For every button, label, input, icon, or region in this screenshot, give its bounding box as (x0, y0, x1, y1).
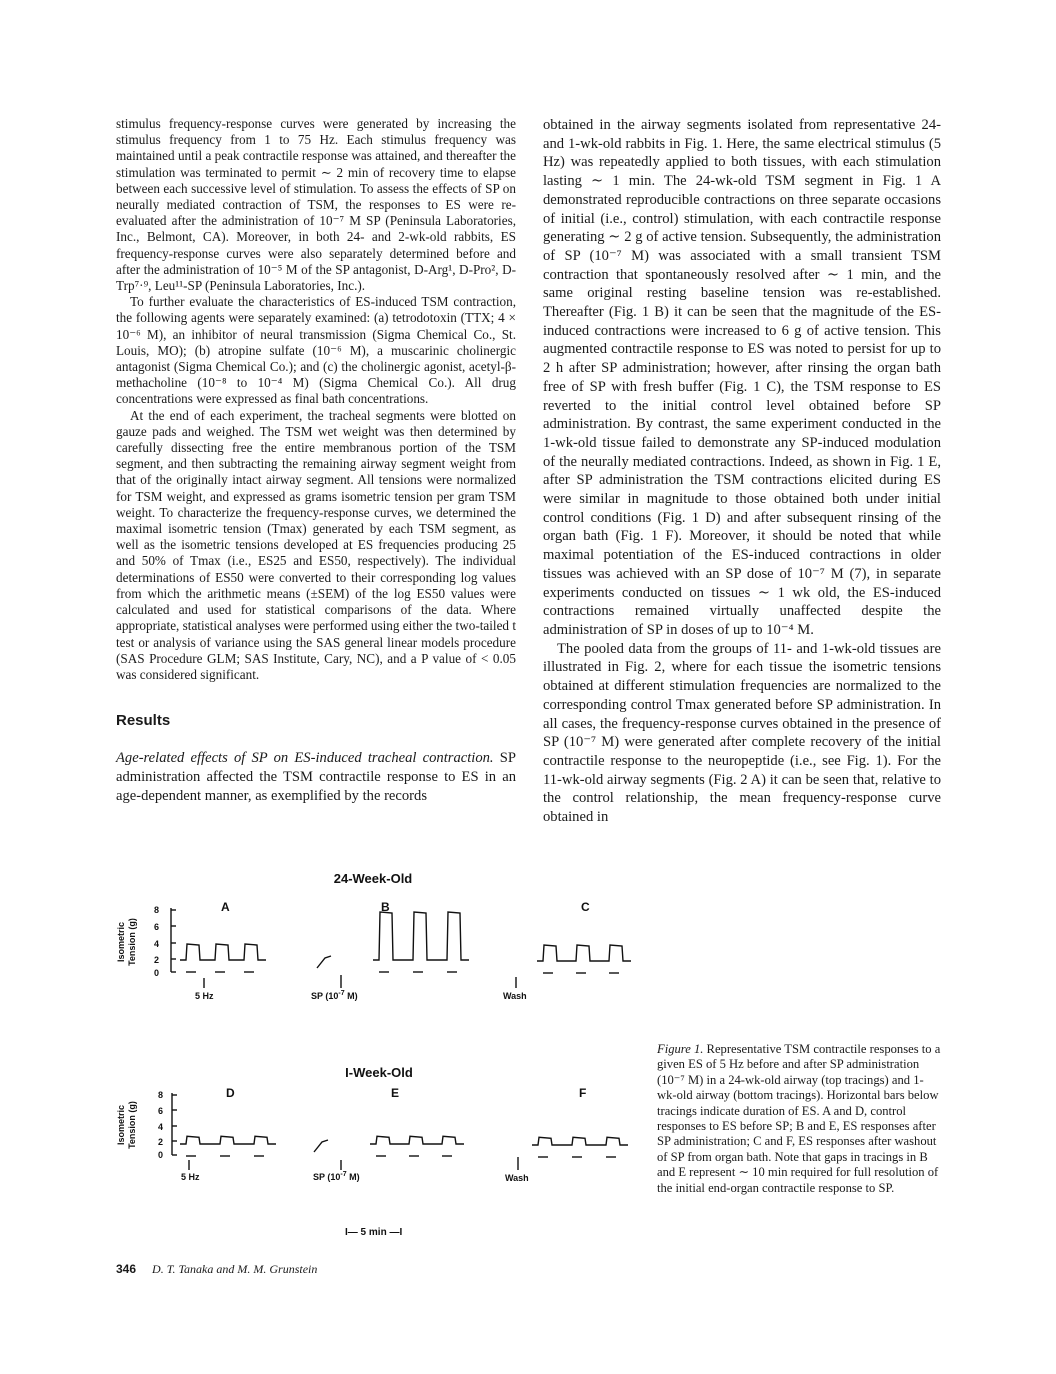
sp-transient-b (317, 956, 331, 968)
tracing-f (532, 1137, 628, 1145)
label-sp-bottom: SP ($10^{-7}$ M) (313, 1171, 360, 1182)
panel-label-b: B (381, 900, 390, 914)
left-paragraph-1: stimulus frequency-response curves were generated by increasing the stimulus frequency from 1 to 75 Hz. Each stimulus frequency was maintained until a peak contractile response was attained, and thereafter the stimulation was terminated to permit ∼ 2 min of recovery time to elapse between each successive level of stimulation. To assess the effects of SP on neurally mediated contraction of TSM, the responses to ES were re-evaluated after the administration of 10⁻⁷ M SP (Peninsula Laboratories, Inc., Belmont, CA). Moreover, in both 24- and 2-wk-old rabbits, ES frequency-response curves were also separately determined before and after the administration of 10⁻⁵ M of the SP antagonist, D-Arg¹, D-Pro², D-Trp⁷·⁹, Leu¹¹-SP (Peninsula Laboratories, Inc.). (116, 116, 516, 294)
label-sp-top: SP ($10^{-7}$ M) (311, 990, 358, 1001)
ytick-top-4: 4 (154, 939, 160, 949)
results-text: SP administration affected the TSM contractile response to ES in an age-dependent manner, as exemplified by the records (116, 750, 516, 804)
bottom-title: I-Week-Old (345, 1065, 413, 1080)
ytick-bottom-4: 4 (158, 1122, 164, 1132)
caption-text: Representative TSM contractile responses to a given ES of 5 Hz before and after SP administration (10⁻⁷ M) in a 24-wk-old airway (top tracings) and 1-wk-old airway (bottom tracings). Horizontal bars below tracings indicate duration of ES. A and D, control responses to ES before SP; B and E, ES responses after SP administration; C and F, ES responses after washout of SP from organ bath. Note that gaps in tracings in B and E represent ∼ 10 min required for full resolution of the initial end-organ contractile response to SP. (657, 1042, 941, 1195)
ytick-bottom-0: 0 (158, 1150, 164, 1160)
ylabel-bottom-1: Isometric (116, 1104, 126, 1146)
caption-label: Figure 1. (657, 1042, 704, 1056)
results-subheading: Age-related effects of SP on ES-induced tracheal contraction. (116, 750, 494, 767)
panel-label-e: E (391, 1086, 400, 1100)
tracing-e (370, 1136, 464, 1144)
top-title: 24-Week-Old (333, 871, 413, 886)
panel-label-f: F (579, 1086, 587, 1100)
ytick-bottom-2: 2 (158, 1137, 164, 1147)
panel-label-d: D (226, 1086, 235, 1100)
tracing-a (180, 944, 266, 960)
results-heading: Results (116, 712, 171, 730)
sp-transient-e (314, 1140, 328, 1152)
footer-authors: D. T. Tanaka and M. M. Grunstein (152, 1262, 318, 1276)
ytick-top-8: 8 (154, 905, 160, 915)
label-wash-bottom: Wash (505, 1173, 529, 1183)
timescale-bar: I— 5 min —I (345, 1227, 403, 1238)
label-wash-top: Wash (503, 991, 527, 1001)
right-paragraph-2: The pooled data from the groups of 11- and 1-wk-old tissues are illustrated in Fig. 2, where for each tissue the isometric tensions obtained at different stimulation frequencies are normalized to the corresponding control Tmax generated before SP administration. In all cases, the frequency-response curves obtained in the presence of SP (10⁻⁷ M) were generated after complete recovery of the initial contractile response to the neuropeptide (i.e., see Fig. 1). For the 11-wk-old airway segments (Fig. 2 A) it can be seen that, relative to the control relationship, the mean frequency-response curve obtained in (543, 640, 941, 826)
panel-label-a: A (221, 900, 230, 914)
panel-label-c: C (581, 900, 590, 914)
label-5hz-bottom: 5 Hz (181, 1172, 200, 1182)
left-paragraph-3: At the end of each experiment, the tracheal segments were blotted on gauze pads and weighed. The TSM wet weight was then determined by carefully dissecting free the entire membranous portion of the TSM segment, and then subtracting the remaining airway segment weight from that of the originally intact airway segment. All tensions were normalized for TSM weight, and expressed as grams isometric tension per gram TSM weight. To characterize the frequency-response curves, we determined the maximal isometric tension (Tmax) generated by each TSM segment, as well as the isometric tensions developed at ES frequencies producing 25 and 50% of Tmax (i.e., ES25 and ES50, respectively). The individual determinations of ES50 were converted to their corresponding log values from which the arithmetic means (±SEM) of the log ES50 values were calculated and used for statistical comparisons of the data. Where appropriate, statistical analyses were performed using either the two-tailed t test or analysis of variance using the SAS general linear models procedure (SAS Procedure GLM; SAS Institute, Cary, NC), and a P value of < 0.05 was considered significant. (116, 407, 516, 682)
ylabel-top-2: Tension (g) (127, 918, 137, 966)
ylabel-bottom-2: Tension (g) (127, 1101, 137, 1149)
figure-caption (657, 1042, 941, 1196)
ytick-top-0: 0 (154, 968, 160, 978)
ytick-top-6: 6 (154, 922, 160, 932)
ytick-bottom-6: 6 (158, 1106, 164, 1116)
tracing-d (180, 1136, 276, 1144)
tracing-c (537, 945, 631, 961)
ytick-top-2: 2 (154, 955, 160, 965)
tracing-b (373, 912, 469, 960)
page-number: 346 (116, 1262, 137, 1276)
left-paragraph-2: To further evaluate the characteristics of ES-induced TSM contraction, the following agents were separately examined: (a) tetrodotoxin (TTX; 4 × 10⁻⁶ M), an inhibitor of neural transmission (Sigma Chemical Co., St. Louis, MO); (b) atropine sulfate (10⁻⁶ M), a muscarinic cholinergic antagonist (Sigma Chemical Co.); and (c) the cholinergic agonist, acetyl-β-methacholine (10⁻⁸ to 10⁻⁴ M) (Sigma Chemical Co.). All drug concentrations were expressed as final bath concentrations. (116, 294, 516, 407)
ylabel-top-1: Isometric (116, 921, 126, 963)
ytick-bottom-8: 8 (158, 1090, 164, 1100)
label-5hz-top: 5 Hz (195, 991, 214, 1001)
page-footer (116, 1262, 317, 1277)
right-paragraph-1: obtained in the airway segments isolated from representative 24- and 1-wk-old rabbits in Fig. 1. Here, the same electrical stimulus (5 Hz) was repeatedly applied to both tissues, with each stimulation lasting ∼ 1 min. The 24-wk-old TSM segment in Fig. 1 A demonstrated reproducible contractions on three separate occasions of initial (i.e., control) stimulation, with each contractile response generating ∼ 2 g of active tension. Subsequently, the administration of SP (10⁻⁷ M) was associated with a small transient TSM contraction that spontaneously resolved after ∼ 1 min, and the same original resting baseline tension was re-established. Thereafter (Fig. 1 B) it can be seen that the magnitude of the ES-induced contractions were increased to 6 g of active tension. This augmented contractile response to ES was noted to persist for up to 2 h after SP administration; however, after rinsing the organ bath free of SP with fresh buffer (Fig. 1 C), the TSM response to ES reverted to the initial control level obtained before SP administration. By contrast, the same experiment conducted in the 1-wk-old tissue failed to demonstrate any SP-induced modulation of the neurally mediated contractions. Indeed, as shown in Fig. 1 E, after SP administration the TSM contractions elicited during ES were similar in magnitude to those obtained both under initial control conditions (Fig. 1 D) and after subsequent rinsing of the organ bath (Fig. 1 F). Moreover, it should be noted that while maximal potentiation of the ES-induced contractions in older tissues was achieved with an SP dose of 10⁻⁷ M (7), in separate experiments conducted on tissues ∼ 1 wk old, the ES-induced contractions remained virtually unaffected despite the administration of SP in doses of up to 10⁻⁴ M. (543, 117, 941, 638)
